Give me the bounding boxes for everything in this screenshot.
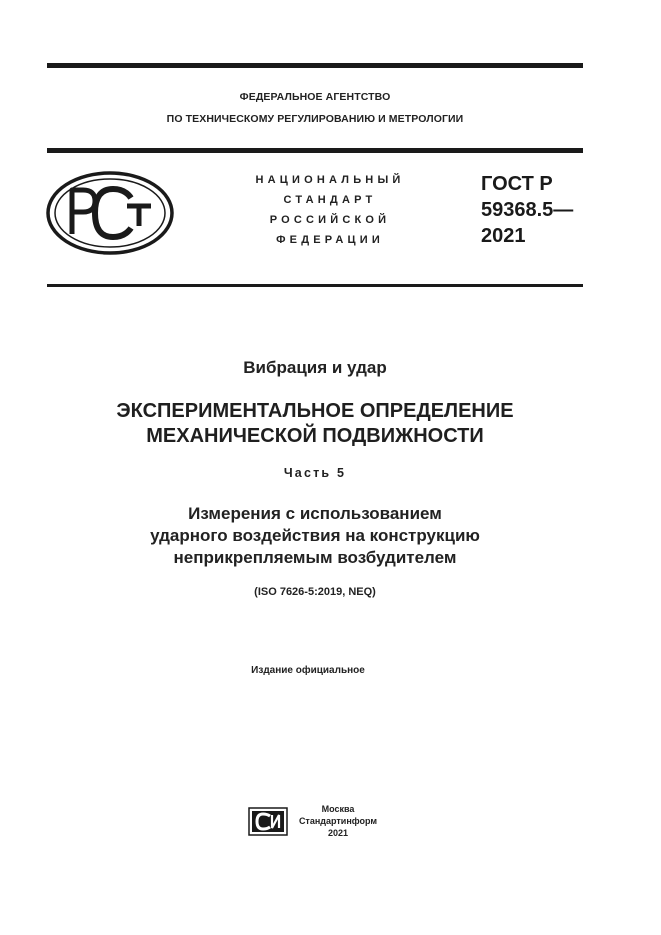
designation-line-1: ГОСТ Р [481, 173, 553, 195]
standard-type-line-4: ФЕДЕРАЦИИ [276, 234, 384, 246]
official-edition-label: Издание официальное [251, 665, 365, 676]
iso-reference: (ISO 7626-5:2019, NEQ) [254, 586, 376, 598]
document-subject: Вибрация и удар [243, 358, 387, 377]
publisher-city: Москва [321, 804, 355, 814]
subtitle-line-2: ударного воздействия на конструкцию [150, 526, 480, 545]
document-main-title [47, 399, 583, 449]
main-title-line-2: МЕХАНИЧЕСКОЙ ПОДВИЖНОСТИ [146, 425, 484, 447]
document-part: Часть 5 [283, 466, 347, 480]
agency-name-line-1: ФЕДЕРАЛЬНОЕ АГЕНТСТВО [239, 91, 391, 103]
header-divider [47, 148, 583, 153]
standard-type-line-2: СТАНДАРТ [283, 194, 377, 206]
subtitle-line-1: Измерения с использованием [188, 504, 442, 523]
subtitle-line-3: неприкрепляемым возбудителем [173, 548, 457, 567]
main-title-line-1: ЭКСПЕРИМЕНТАЛЬНОЕ ОПРЕДЕЛЕНИЕ [116, 400, 514, 422]
top-divider [47, 63, 583, 68]
gost-r-conformity-mark-icon [45, 170, 175, 256]
agency-name-line-2: ПО ТЕХНИЧЕСКОМУ РЕГУЛИРОВАНИЮ И МЕТРОЛОГИИ [166, 113, 464, 125]
standard-type-line-3: РОССИЙСКОЙ [269, 214, 391, 226]
standartinform-logo-icon [248, 807, 288, 836]
publisher-name: Стандартинформ [298, 816, 378, 826]
standard-designation [481, 171, 573, 249]
designation-line-2: 59368.5— [481, 199, 574, 221]
title-divider [47, 284, 583, 287]
document-subtitle [47, 503, 583, 569]
standard-type-line-1: НАЦИОНАЛЬНЫЙ [255, 174, 405, 186]
designation-line-3: 2021 [481, 225, 526, 247]
publication-year: 2021 [327, 828, 349, 838]
